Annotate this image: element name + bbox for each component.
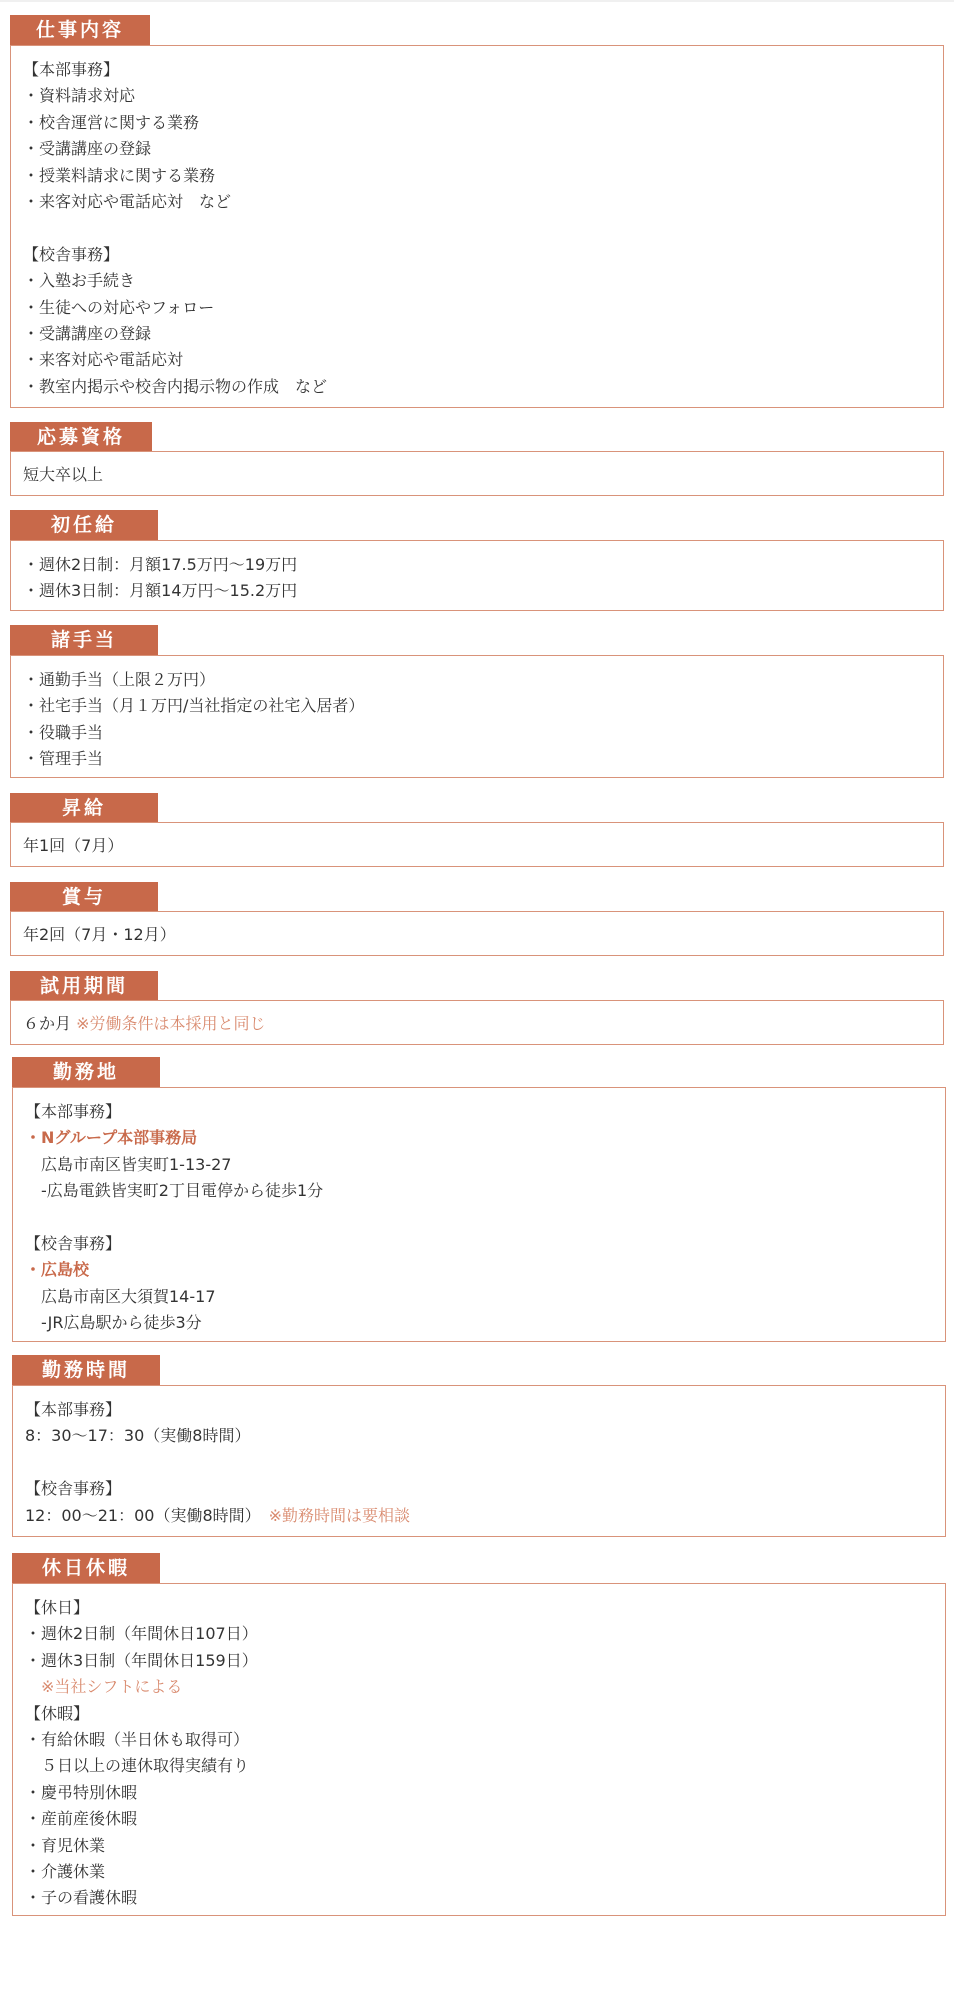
section-title: 勤務時間 (12, 1355, 160, 1385)
trial-duration: ６か月 (23, 1014, 72, 1033)
hq-access: -広島電鉄皆実町2丁目電停から徒歩1分 (25, 1181, 324, 1201)
leave-item: ・産前産後休暇 (25, 1809, 138, 1829)
section-title: 応募資格 (10, 422, 152, 452)
section-body (10, 45, 944, 408)
section-title: 休日休暇 (12, 1553, 160, 1583)
section-title: 仕事内容 (10, 15, 150, 45)
top-divider (0, 0, 954, 2)
leave-item: ・子の看護休暇 (25, 1888, 138, 1908)
blank-line (25, 1450, 933, 1476)
text-line: ・管理手当 (23, 749, 104, 769)
leave-item-detail: ５日以上の連休取得実績有り (25, 1756, 250, 1776)
school-label: 【校舎事務】 (25, 1233, 122, 1253)
hq-name: ・Nグループ本部事務局 (25, 1128, 198, 1148)
text-line: ・授業料請求に関する業務 (23, 165, 216, 185)
text-line: 短大卒以上 (23, 465, 104, 484)
text-line: ・入塾お手続き (23, 271, 136, 291)
blank-line (23, 215, 931, 241)
text-line: ・校舎運営に関する業務 (23, 112, 200, 132)
school-time-row (25, 1503, 933, 1529)
text-line: ・通勤手当（上限２万円） (23, 670, 216, 689)
text-line: ・教室内掲示や校舎内掲示物の作成 など (23, 376, 328, 396)
section-title: 試用期間 (10, 971, 158, 1001)
hours-note: ※勤務時間は要相談 (268, 1505, 411, 1525)
leave-item: ・介護休業 (25, 1861, 106, 1881)
section-title: 勤務地 (12, 1057, 160, 1087)
hq-address: 広島市南区皆実町1-13-27 (25, 1154, 232, 1174)
text-line: ・週休3日制：月額14万円～15.2万円 (23, 581, 298, 601)
trial-note: ※労働条件は本採用と同じ (76, 1014, 266, 1033)
leave-item: ・有給休暇（半日休も取得可） (25, 1729, 250, 1749)
holiday-label: 【休日】 (25, 1598, 90, 1617)
section-body (12, 1087, 946, 1342)
hq-time: 8：30～17：30（実働8時間） (25, 1426, 251, 1446)
leave-item: ・育児休業 (25, 1835, 106, 1855)
text-line: ・資料請求対応 (23, 86, 136, 106)
text-line: ・週休2日制：月額17.5万円～19万円 (23, 555, 298, 574)
text-line: ・来客対応や電話応対 など (23, 191, 232, 211)
text-line: ・社宅手当（月１万円/当社指定の社宅入居者） (23, 696, 365, 716)
text-line: 【校舎事務】 (23, 244, 120, 264)
section-body (12, 1583, 946, 1916)
holiday-note: ※当社シフトによる (25, 1677, 183, 1697)
text-line: ・来客対応や電話応対 (23, 350, 184, 370)
section-title: 昇給 (10, 793, 158, 823)
section-body (12, 1385, 946, 1537)
school-access: -JR広島駅から徒歩3分 (25, 1313, 202, 1333)
school-label: 【校舎事務】 (25, 1479, 122, 1499)
school-time: 12：00～21：00（実働8時間） (25, 1505, 269, 1525)
leave-label: 【休暇】 (25, 1703, 90, 1723)
school-address: 広島市南区大須賀14-17 (25, 1286, 216, 1306)
section-body (10, 540, 944, 611)
text-line: ・受講講座の登録 (23, 323, 152, 343)
section-body (10, 655, 944, 778)
section-title: 諸手当 (10, 625, 158, 655)
section-body (10, 1000, 944, 1045)
holiday-item: ・週休2日制（年間休日107日） (25, 1624, 258, 1644)
blank-line (25, 1205, 933, 1231)
text-line (23, 1011, 931, 1037)
section-body (10, 822, 944, 867)
section-body (10, 451, 944, 496)
text-line: 【本部事務】 (23, 60, 120, 79)
hq-label: 【本部事務】 (25, 1102, 122, 1121)
section-title: 初任給 (10, 510, 158, 540)
hq-label: 【本部事務】 (25, 1400, 122, 1419)
holiday-item: ・週休3日制（年間休日159日） (25, 1650, 258, 1670)
section-body (10, 911, 944, 956)
text-line: ・役職手当 (23, 722, 104, 742)
text-line: ・生徒への対応やフォロー (23, 297, 215, 317)
text-line: 年1回（7月） (23, 836, 124, 855)
leave-item: ・慶弔特別休暇 (25, 1782, 138, 1802)
text-line: 年2回（7月・12月） (23, 925, 176, 944)
section-title: 賞与 (10, 882, 158, 912)
school-name: ・広島校 (25, 1260, 90, 1280)
text-line: ・受講講座の登録 (23, 139, 152, 159)
